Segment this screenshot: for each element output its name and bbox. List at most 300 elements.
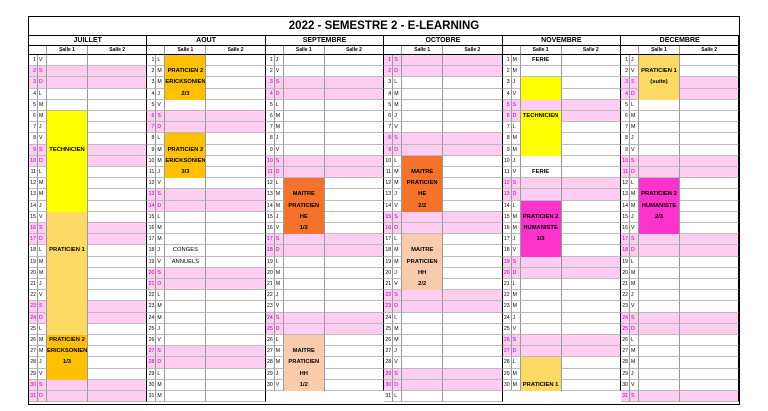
- room2-slot[interactable]: [562, 77, 621, 88]
- room2-slot[interactable]: [443, 335, 502, 346]
- room1-slot[interactable]: [521, 257, 562, 268]
- room2-slot[interactable]: [443, 77, 502, 88]
- room2-slot[interactable]: [325, 357, 384, 368]
- room1-slot[interactable]: [639, 301, 680, 312]
- room1-slot[interactable]: [47, 391, 88, 402]
- event-block[interactable]: [521, 167, 562, 178]
- room2-slot[interactable]: [680, 133, 739, 144]
- room2-slot[interactable]: [443, 245, 502, 256]
- room1-slot[interactable]: [165, 346, 206, 357]
- room2-slot[interactable]: [206, 335, 265, 346]
- room2-slot[interactable]: [88, 335, 147, 346]
- room2-slot[interactable]: [562, 290, 621, 301]
- room2-slot[interactable]: [206, 145, 265, 156]
- room1-slot[interactable]: [402, 66, 443, 77]
- room1-slot[interactable]: [639, 369, 680, 380]
- room2-slot[interactable]: [680, 55, 739, 66]
- room2-slot[interactable]: [443, 324, 502, 335]
- room1-slot[interactable]: [521, 335, 562, 346]
- room2-slot[interactable]: [325, 212, 384, 223]
- room1-slot[interactable]: [402, 111, 443, 122]
- room2-slot[interactable]: [206, 133, 265, 144]
- room2-slot[interactable]: [562, 100, 621, 111]
- room1-slot[interactable]: [402, 290, 443, 301]
- room1-slot[interactable]: [639, 357, 680, 368]
- room2-slot[interactable]: [88, 346, 147, 357]
- room1-slot[interactable]: [402, 313, 443, 324]
- room2-slot[interactable]: [325, 234, 384, 245]
- room1-slot[interactable]: [165, 380, 206, 391]
- room1-slot[interactable]: [284, 268, 325, 279]
- room2-slot[interactable]: [325, 313, 384, 324]
- room2-slot[interactable]: [206, 324, 265, 335]
- room2-slot[interactable]: [562, 268, 621, 279]
- room2-slot[interactable]: [562, 189, 621, 200]
- event-block[interactable]: [47, 212, 88, 335]
- room2-slot[interactable]: [443, 145, 502, 156]
- room2-slot[interactable]: [88, 66, 147, 77]
- room1-slot[interactable]: [165, 268, 206, 279]
- room2-slot[interactable]: [680, 167, 739, 178]
- room1-slot[interactable]: [521, 66, 562, 77]
- room1-slot[interactable]: [402, 301, 443, 312]
- room2-slot[interactable]: [680, 189, 739, 200]
- event-block[interactable]: [521, 201, 562, 257]
- room2-slot[interactable]: [206, 66, 265, 77]
- room2-slot[interactable]: [680, 301, 739, 312]
- room1-slot[interactable]: [284, 77, 325, 88]
- room1-slot[interactable]: [402, 122, 443, 133]
- room2-slot[interactable]: [325, 77, 384, 88]
- room2-slot[interactable]: [325, 111, 384, 122]
- room2-slot[interactable]: [680, 313, 739, 324]
- room2-slot[interactable]: [443, 212, 502, 223]
- room1-slot[interactable]: [402, 89, 443, 100]
- room2-slot[interactable]: [206, 268, 265, 279]
- room1-slot[interactable]: [402, 55, 443, 66]
- room1-slot[interactable]: [284, 245, 325, 256]
- room2-slot[interactable]: [88, 89, 147, 100]
- room1-slot[interactable]: [47, 55, 88, 66]
- room1-slot[interactable]: [521, 268, 562, 279]
- event-block[interactable]: [521, 122, 562, 156]
- room1-slot[interactable]: [402, 133, 443, 144]
- room2-slot[interactable]: [206, 122, 265, 133]
- room2-slot[interactable]: [325, 66, 384, 77]
- room1-slot[interactable]: [165, 234, 206, 245]
- room1-slot[interactable]: [521, 324, 562, 335]
- room2-slot[interactable]: [325, 268, 384, 279]
- room2-slot[interactable]: [325, 324, 384, 335]
- room2-slot[interactable]: [325, 145, 384, 156]
- room2-slot[interactable]: [206, 100, 265, 111]
- room2-slot[interactable]: [443, 380, 502, 391]
- event-block[interactable]: [165, 133, 206, 178]
- room1-slot[interactable]: [284, 100, 325, 111]
- room1-slot[interactable]: [639, 234, 680, 245]
- room2-slot[interactable]: [325, 290, 384, 301]
- room1-slot[interactable]: [639, 268, 680, 279]
- room1-slot[interactable]: [165, 212, 206, 223]
- room1-slot[interactable]: [402, 223, 443, 234]
- room2-slot[interactable]: [88, 279, 147, 290]
- room1-slot[interactable]: [165, 223, 206, 234]
- room1-slot[interactable]: [47, 77, 88, 88]
- room2-slot[interactable]: [680, 290, 739, 301]
- room2-slot[interactable]: [206, 391, 265, 402]
- room2-slot[interactable]: [680, 145, 739, 156]
- room2-slot[interactable]: [562, 324, 621, 335]
- room2-slot[interactable]: [562, 257, 621, 268]
- room2-slot[interactable]: [562, 357, 621, 368]
- room2-slot[interactable]: [443, 189, 502, 200]
- room2-slot[interactable]: [206, 357, 265, 368]
- room2-slot[interactable]: [206, 178, 265, 189]
- room1-slot[interactable]: [639, 100, 680, 111]
- room2-slot[interactable]: [562, 66, 621, 77]
- room2-slot[interactable]: [325, 279, 384, 290]
- room2-slot[interactable]: [562, 167, 621, 178]
- room2-slot[interactable]: [443, 234, 502, 245]
- room1-slot[interactable]: [165, 313, 206, 324]
- room2-slot[interactable]: [206, 156, 265, 167]
- room2-slot[interactable]: [325, 122, 384, 133]
- room2-slot[interactable]: [680, 357, 739, 368]
- room2-slot[interactable]: [206, 201, 265, 212]
- room2-slot[interactable]: [206, 234, 265, 245]
- room2-slot[interactable]: [88, 55, 147, 66]
- room2-slot[interactable]: [562, 145, 621, 156]
- room1-slot[interactable]: [284, 145, 325, 156]
- room2-slot[interactable]: [443, 156, 502, 167]
- room2-slot[interactable]: [443, 178, 502, 189]
- room1-slot[interactable]: [284, 122, 325, 133]
- room1-slot[interactable]: [639, 257, 680, 268]
- room1-slot[interactable]: [402, 100, 443, 111]
- room2-slot[interactable]: [680, 369, 739, 380]
- room1-slot[interactable]: [165, 178, 206, 189]
- room1-slot[interactable]: [284, 133, 325, 144]
- room2-slot[interactable]: [206, 167, 265, 178]
- room1-slot[interactable]: [639, 346, 680, 357]
- room1-slot[interactable]: [521, 313, 562, 324]
- room1-slot[interactable]: [402, 145, 443, 156]
- room2-slot[interactable]: [325, 167, 384, 178]
- event-block[interactable]: [47, 145, 88, 156]
- room2-slot[interactable]: [562, 369, 621, 380]
- room2-slot[interactable]: [206, 290, 265, 301]
- room2-slot[interactable]: [443, 133, 502, 144]
- room2-slot[interactable]: [680, 268, 739, 279]
- room2-slot[interactable]: [325, 156, 384, 167]
- room2-slot[interactable]: [206, 346, 265, 357]
- room2-slot[interactable]: [325, 133, 384, 144]
- room2-slot[interactable]: [562, 313, 621, 324]
- room2-slot[interactable]: [325, 100, 384, 111]
- event-block[interactable]: [402, 234, 443, 290]
- room2-slot[interactable]: [562, 301, 621, 312]
- room2-slot[interactable]: [562, 111, 621, 122]
- room2-slot[interactable]: [562, 245, 621, 256]
- room2-slot[interactable]: [562, 234, 621, 245]
- room1-slot[interactable]: [402, 369, 443, 380]
- room2-slot[interactable]: [562, 335, 621, 346]
- room2-slot[interactable]: [680, 391, 739, 402]
- room1-slot[interactable]: [284, 313, 325, 324]
- room2-slot[interactable]: [562, 156, 621, 167]
- room2-slot[interactable]: [680, 212, 739, 223]
- room1-slot[interactable]: [284, 89, 325, 100]
- room2-slot[interactable]: [680, 89, 739, 100]
- room2-slot[interactable]: [443, 111, 502, 122]
- room2-slot[interactable]: [562, 279, 621, 290]
- room2-slot[interactable]: [88, 245, 147, 256]
- room2-slot[interactable]: [325, 257, 384, 268]
- room2-slot[interactable]: [562, 122, 621, 133]
- event-block[interactable]: [639, 178, 680, 234]
- room2-slot[interactable]: [88, 122, 147, 133]
- room1-slot[interactable]: [47, 66, 88, 77]
- room2-slot[interactable]: [325, 189, 384, 200]
- room2-slot[interactable]: [206, 111, 265, 122]
- room1-slot[interactable]: [47, 380, 88, 391]
- room2-slot[interactable]: [88, 369, 147, 380]
- room2-slot[interactable]: [443, 66, 502, 77]
- room1-slot[interactable]: [402, 391, 443, 402]
- room1-slot[interactable]: [284, 156, 325, 167]
- room1-slot[interactable]: [521, 178, 562, 189]
- room2-slot[interactable]: [88, 223, 147, 234]
- room2-slot[interactable]: [443, 257, 502, 268]
- room1-slot[interactable]: [639, 145, 680, 156]
- room1-slot[interactable]: [284, 257, 325, 268]
- event-block[interactable]: [47, 335, 88, 380]
- room2-slot[interactable]: [680, 324, 739, 335]
- room2-slot[interactable]: [88, 290, 147, 301]
- room2-slot[interactable]: [443, 201, 502, 212]
- room2-slot[interactable]: [562, 212, 621, 223]
- room2-slot[interactable]: [443, 223, 502, 234]
- room2-slot[interactable]: [88, 178, 147, 189]
- room1-slot[interactable]: [284, 234, 325, 245]
- room2-slot[interactable]: [206, 77, 265, 88]
- room1-slot[interactable]: [165, 391, 206, 402]
- room2-slot[interactable]: [443, 391, 502, 402]
- room1-slot[interactable]: [165, 369, 206, 380]
- room2-slot[interactable]: [88, 391, 147, 402]
- room2-slot[interactable]: [206, 212, 265, 223]
- room2-slot[interactable]: [443, 369, 502, 380]
- room2-slot[interactable]: [562, 223, 621, 234]
- room2-slot[interactable]: [325, 335, 384, 346]
- room2-slot[interactable]: [206, 380, 265, 391]
- room2-slot[interactable]: [325, 223, 384, 234]
- room2-slot[interactable]: [562, 133, 621, 144]
- room2-slot[interactable]: [325, 380, 384, 391]
- room2-slot[interactable]: [88, 234, 147, 245]
- room1-slot[interactable]: [521, 301, 562, 312]
- room1-slot[interactable]: [639, 122, 680, 133]
- room1-slot[interactable]: [402, 77, 443, 88]
- room2-slot[interactable]: [88, 357, 147, 368]
- room2-slot[interactable]: [325, 301, 384, 312]
- event-block[interactable]: [521, 111, 562, 122]
- room1-slot[interactable]: [165, 122, 206, 133]
- room2-slot[interactable]: [325, 369, 384, 380]
- event-block[interactable]: [47, 156, 88, 212]
- room1-slot[interactable]: [639, 245, 680, 256]
- room1-slot[interactable]: [47, 89, 88, 100]
- room2-slot[interactable]: [443, 100, 502, 111]
- room2-slot[interactable]: [680, 178, 739, 189]
- event-block[interactable]: [47, 111, 88, 145]
- room2-slot[interactable]: [206, 55, 265, 66]
- room2-slot[interactable]: [680, 380, 739, 391]
- room2-slot[interactable]: [562, 201, 621, 212]
- event-block[interactable]: [165, 55, 206, 100]
- room2-slot[interactable]: [325, 55, 384, 66]
- room1-slot[interactable]: [521, 100, 562, 111]
- room2-slot[interactable]: [325, 245, 384, 256]
- room2-slot[interactable]: [88, 100, 147, 111]
- room2-slot[interactable]: [325, 178, 384, 189]
- room2-slot[interactable]: [206, 89, 265, 100]
- room2-slot[interactable]: [88, 268, 147, 279]
- room2-slot[interactable]: [680, 223, 739, 234]
- room2-slot[interactable]: [680, 257, 739, 268]
- event-block[interactable]: [402, 156, 443, 212]
- event-block[interactable]: [284, 178, 325, 234]
- room2-slot[interactable]: [680, 201, 739, 212]
- room1-slot[interactable]: [639, 380, 680, 391]
- event-block[interactable]: [521, 55, 562, 66]
- room1-slot[interactable]: [402, 324, 443, 335]
- room1-slot[interactable]: [402, 212, 443, 223]
- room2-slot[interactable]: [443, 313, 502, 324]
- room2-slot[interactable]: [680, 66, 739, 77]
- room1-slot[interactable]: [165, 100, 206, 111]
- event-block[interactable]: [521, 357, 562, 391]
- room1-slot[interactable]: [639, 391, 680, 402]
- room1-slot[interactable]: [284, 324, 325, 335]
- room2-slot[interactable]: [88, 380, 147, 391]
- room1-slot[interactable]: [639, 335, 680, 346]
- room1-slot[interactable]: [639, 313, 680, 324]
- room2-slot[interactable]: [562, 178, 621, 189]
- room2-slot[interactable]: [562, 55, 621, 66]
- room1-slot[interactable]: [402, 357, 443, 368]
- room1-slot[interactable]: [402, 380, 443, 391]
- room2-slot[interactable]: [680, 77, 739, 88]
- room1-slot[interactable]: [165, 201, 206, 212]
- room2-slot[interactable]: [443, 290, 502, 301]
- room2-slot[interactable]: [325, 346, 384, 357]
- room1-slot[interactable]: [284, 301, 325, 312]
- room2-slot[interactable]: [206, 301, 265, 312]
- room2-slot[interactable]: [206, 279, 265, 290]
- room2-slot[interactable]: [206, 257, 265, 268]
- room1-slot[interactable]: [639, 167, 680, 178]
- room1-slot[interactable]: [402, 346, 443, 357]
- room1-slot[interactable]: [284, 111, 325, 122]
- room2-slot[interactable]: [562, 89, 621, 100]
- room2-slot[interactable]: [206, 313, 265, 324]
- room1-slot[interactable]: [47, 100, 88, 111]
- room2-slot[interactable]: [562, 346, 621, 357]
- room1-slot[interactable]: [521, 279, 562, 290]
- room2-slot[interactable]: [88, 201, 147, 212]
- room2-slot[interactable]: [88, 257, 147, 268]
- room2-slot[interactable]: [88, 324, 147, 335]
- room2-slot[interactable]: [443, 279, 502, 290]
- room2-slot[interactable]: [680, 111, 739, 122]
- room2-slot[interactable]: [88, 77, 147, 88]
- room2-slot[interactable]: [443, 346, 502, 357]
- room1-slot[interactable]: [521, 346, 562, 357]
- room1-slot[interactable]: [639, 156, 680, 167]
- room1-slot[interactable]: [165, 335, 206, 346]
- room2-slot[interactable]: [88, 145, 147, 156]
- room1-slot[interactable]: [639, 111, 680, 122]
- room1-slot[interactable]: [402, 335, 443, 346]
- room2-slot[interactable]: [88, 313, 147, 324]
- room1-slot[interactable]: [639, 324, 680, 335]
- room1-slot[interactable]: [284, 55, 325, 66]
- room1-slot[interactable]: [165, 324, 206, 335]
- room2-slot[interactable]: [325, 89, 384, 100]
- room2-slot[interactable]: [325, 201, 384, 212]
- room2-slot[interactable]: [88, 167, 147, 178]
- room1-slot[interactable]: [165, 189, 206, 200]
- room2-slot[interactable]: [88, 156, 147, 167]
- room1-slot[interactable]: [521, 290, 562, 301]
- room2-slot[interactable]: [206, 189, 265, 200]
- room2-slot[interactable]: [443, 167, 502, 178]
- event-block[interactable]: [284, 335, 325, 391]
- room2-slot[interactable]: [680, 279, 739, 290]
- room2-slot[interactable]: [562, 380, 621, 391]
- room2-slot[interactable]: [680, 122, 739, 133]
- room2-slot[interactable]: [443, 357, 502, 368]
- room1-slot[interactable]: [521, 156, 562, 167]
- room1-slot[interactable]: [639, 290, 680, 301]
- room2-slot[interactable]: [680, 234, 739, 245]
- room2-slot[interactable]: [680, 245, 739, 256]
- room2-slot[interactable]: [680, 346, 739, 357]
- room1-slot[interactable]: [639, 279, 680, 290]
- room2-slot[interactable]: [206, 369, 265, 380]
- room1-slot[interactable]: [284, 279, 325, 290]
- room2-slot[interactable]: [88, 212, 147, 223]
- room1-slot[interactable]: [284, 290, 325, 301]
- room2-slot[interactable]: [88, 111, 147, 122]
- room1-slot[interactable]: [639, 133, 680, 144]
- room2-slot[interactable]: [680, 156, 739, 167]
- room2-slot[interactable]: [443, 122, 502, 133]
- event-block[interactable]: [521, 77, 562, 99]
- room2-slot[interactable]: [88, 189, 147, 200]
- room2-slot[interactable]: [443, 55, 502, 66]
- room2-slot[interactable]: [680, 335, 739, 346]
- room1-slot[interactable]: [521, 189, 562, 200]
- event-block[interactable]: [639, 55, 680, 100]
- room1-slot[interactable]: [165, 357, 206, 368]
- room1-slot[interactable]: [165, 290, 206, 301]
- room2-slot[interactable]: [680, 100, 739, 111]
- room1-slot[interactable]: [165, 301, 206, 312]
- room2-slot[interactable]: [443, 268, 502, 279]
- room2-slot[interactable]: [88, 301, 147, 312]
